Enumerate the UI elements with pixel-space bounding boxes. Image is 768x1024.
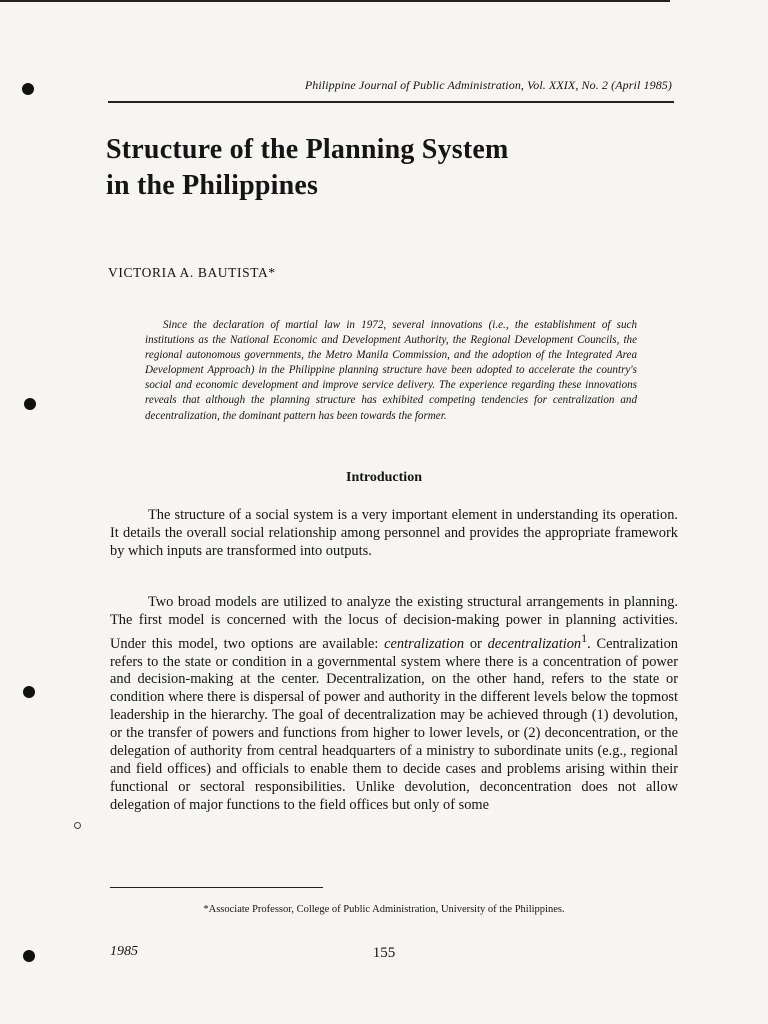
header-rule (108, 101, 674, 103)
binder-hole-icon (24, 398, 36, 410)
footer-year: 1985 (110, 944, 138, 959)
page-top-border (0, 0, 670, 2)
body-paragraph-2 (110, 594, 678, 815)
paragraph-2-text-a: Two broad models are utilized to analyze the existing structural arrangements in planning. The first model is concerned with the locus of decision-making power in planning activities. Under this model, two options are available: (110, 594, 678, 652)
body-paragraph-1: The structure of a social system is a very important element in understanding its operation. It details the overall social relationship among personnel and provides the appropriate framework by which inputs are transformed into outputs. (110, 507, 678, 559)
abstract: Since the declaration of martial law in 1972, several innovations (i.e., the establishment of such institutions as the National Economic and Development Authority, the Regional Development Councils, the regional autonomous governments, the Metro Manila Commission, and the adoption of the Integrated Area Development Approach) in the Philippine planning structure have been adopted to accelerate the country's social and economic development and improve service delivery. The experience regarding these innovations reveals that although the planning structure has exhibited competing tendencies for centralization and decentralization, the dominant pattern has been towards the former. (145, 319, 637, 422)
article-title (106, 132, 509, 204)
title-line-1: Structure of the Planning System (106, 134, 509, 165)
term-decentralization: decentralization (487, 635, 582, 652)
scan-speck-icon (74, 822, 81, 829)
footnote-marker: 1 (581, 630, 588, 645)
page-number: 155 (372, 945, 396, 961)
section-heading: Introduction (346, 470, 422, 485)
author-name: VICTORIA A. BAUTISTA* (108, 265, 276, 280)
term-centralization: centralization (384, 635, 465, 652)
footnote-rule (110, 887, 323, 888)
word-or: or (464, 635, 488, 652)
paragraph-2-text-b: . Centralization refers to the state or condition in a governmental system where there is a concentration of power and decision-making at the center. Decentralization, on the other hand, refers to the state or condition where there is dispersal of power and authority in the different levels below the topmost leadership in the hierarchy. The goal of decentralization may be achieved through (1) devolution, or the transfer of powers and functions from higher to lower levels, or (2) deconcentration, or the delegation of authority from central headquarters of a ministry to subordinate units (e.g., regional and field offices) and officials to enable them to decide cases and problems arising within their functional or sectoral responsibilities. Unlike devolution, deconcentration does not allow delegation of major functions to the field offices but only of some (110, 635, 679, 813)
journal-header: Philippine Journal of Public Administration, Vol. XXIX, No. 2 (April 1985) (304, 78, 672, 92)
binder-hole-icon (23, 686, 35, 698)
title-line-2: in the Philippines (106, 170, 319, 201)
footnote: *Associate Professor, College of Public Administration, University of the Philippines. (203, 904, 565, 915)
